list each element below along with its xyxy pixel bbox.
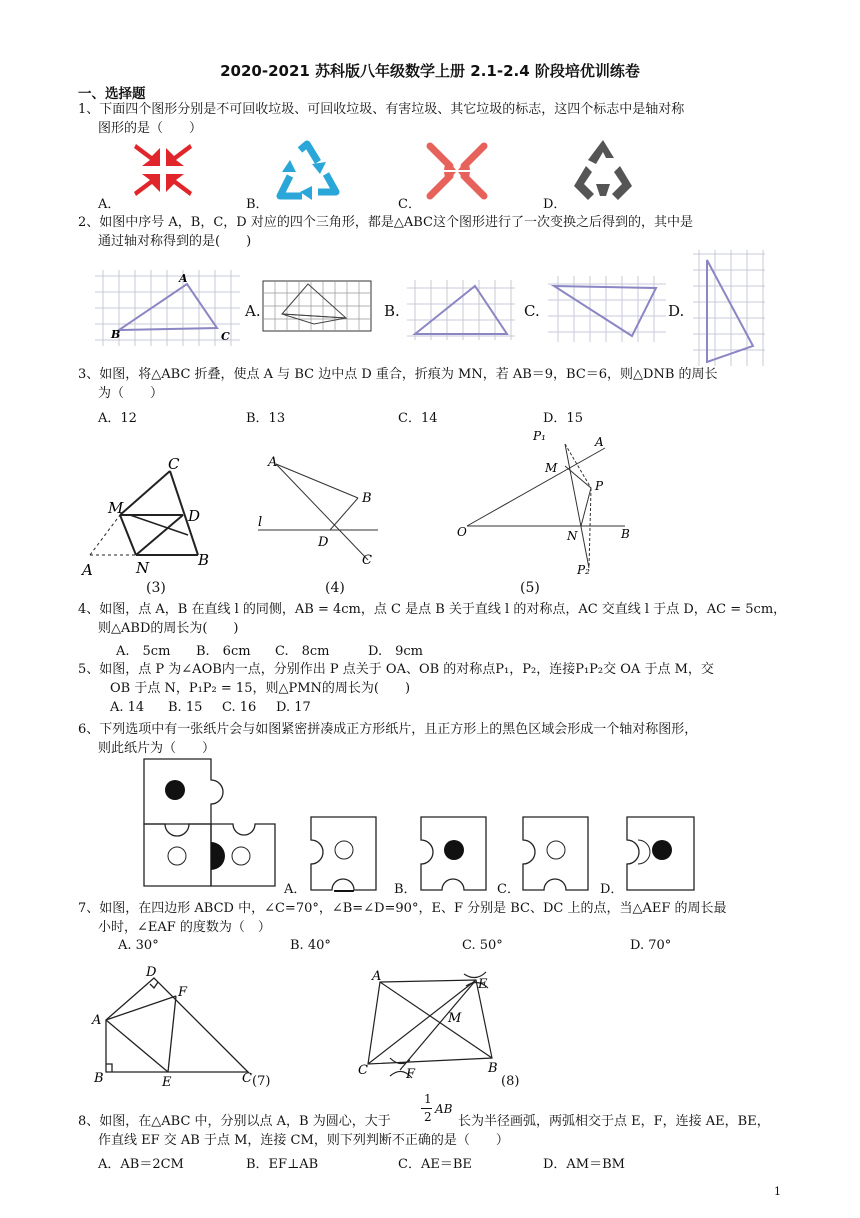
figure-4 bbox=[250, 450, 385, 579]
figure-7 bbox=[88, 964, 278, 1096]
q2-option-d-figure bbox=[693, 250, 765, 370]
q8-option-c: C．AE＝BE bbox=[398, 1157, 472, 1172]
q2-line1: 2、如图中序号 A，B，C，D 对应的四个三角形，都是△ABC这个图形进行了一次变换之后得到的，其中是 bbox=[78, 215, 693, 230]
f5-label-p: P bbox=[595, 479, 604, 493]
figure-3-caption: (3) bbox=[146, 580, 166, 596]
q1-option-c: C． bbox=[398, 197, 421, 212]
q8-option-b: B．EF⊥AB bbox=[246, 1157, 319, 1172]
q6-option-c-piece bbox=[522, 816, 590, 896]
f5-label-m: M bbox=[545, 461, 558, 475]
q8-option-d: D．AM＝BM bbox=[543, 1157, 625, 1172]
q8-line1-end: 长为半径画弧，两弧相交于点 E，F，连接 AE，BE， bbox=[458, 1114, 770, 1129]
q6-main-puzzle-figure bbox=[143, 758, 278, 894]
f5-label-b: B bbox=[621, 527, 630, 541]
f3-label-m: M bbox=[108, 499, 124, 517]
q4-option-b: B. 6cm bbox=[196, 644, 251, 659]
f4-label-l: l bbox=[258, 515, 263, 530]
f7-label-f: F bbox=[178, 985, 188, 1000]
q1-line1: 1、下面四个图形分别是不可回收垃圾、可回收垃圾、有害垃圾、其它垃圾的标志，这四个标志中是轴对称 bbox=[78, 102, 685, 117]
q6-option-a-piece bbox=[310, 816, 378, 896]
q6-option-b-piece bbox=[420, 816, 488, 896]
q2-original-triangle-figure bbox=[95, 270, 243, 350]
figure-8-caption: (8) bbox=[501, 1074, 520, 1089]
q2-option-a: A. bbox=[245, 302, 261, 320]
section-heading: 一、选择题 bbox=[78, 86, 146, 102]
q2-option-a-figure bbox=[262, 280, 372, 336]
fraction-numerator: 1 bbox=[424, 1092, 432, 1106]
figure-4-caption: (4) bbox=[325, 580, 345, 596]
q8-line1-start: 8、如图，在△ABC 中，分别以点 A，B 为圆心，大于 bbox=[78, 1114, 391, 1129]
f5-label-a: A bbox=[595, 435, 604, 449]
q4-line2: 则△ABD的周长为( ) bbox=[98, 621, 239, 636]
q8-line2: 作直线 EF 交 AB 于点 M，连接 CM，则下列判断不正确的是（ ） bbox=[98, 1133, 509, 1148]
q7-option-a: A. 30° bbox=[118, 938, 159, 953]
f5-label-p1: P₁ bbox=[533, 429, 546, 443]
page-number: 1 bbox=[774, 1185, 781, 1198]
f7-label-b: B bbox=[94, 1071, 104, 1086]
figure-5 bbox=[455, 428, 635, 587]
q1-line2: 图形的是（ ） bbox=[98, 121, 203, 136]
q6-option-d-piece bbox=[626, 816, 696, 896]
q5-option-b: B. 15 bbox=[168, 700, 203, 715]
q6-option-b: B． bbox=[394, 882, 417, 897]
q7-line1: 7、如图，在四边形 ABCD 中，∠C=70°，∠B=∠D=90°，E、F 分别是 BC、DC 上的点，当△AEF 的周长最 bbox=[78, 901, 727, 916]
page-title: 2020-2021 苏科版八年级数学上册 2.1-2.4 阶段培优训练卷 bbox=[220, 62, 640, 80]
q4-option-c: C. 8cm bbox=[275, 644, 330, 659]
f5-label-o: O bbox=[457, 525, 467, 539]
q6-option-a: A． bbox=[284, 882, 307, 897]
f3-label-a: A bbox=[82, 561, 93, 579]
q4-line1: 4、如图，点 A，B 在直线 l 的同侧，AB = 4cm，点 C 是点 B 关于直线 l 的对称点，AC 交直线 l 于点 D，AC = 5cm， bbox=[78, 602, 787, 617]
q2-option-c-figure bbox=[548, 276, 666, 346]
f3-label-b: B bbox=[198, 551, 210, 569]
q1-option-b: B． bbox=[246, 197, 269, 212]
q5-option-a: A. 14 bbox=[110, 700, 145, 715]
f5-label-n: N bbox=[567, 529, 578, 543]
q7-option-c: C. 50° bbox=[462, 938, 503, 953]
q2-option-b-figure bbox=[407, 280, 515, 344]
figure-8 bbox=[354, 960, 514, 1092]
q6-option-d: D． bbox=[600, 882, 624, 897]
f7-label-c: C bbox=[242, 1071, 252, 1086]
q3-option-c: C．14 bbox=[398, 411, 438, 426]
q7-option-b: B. 40° bbox=[290, 938, 331, 953]
q3-option-a: A．12 bbox=[98, 411, 137, 426]
q7-line2: 小时，∠EAF 的度数为（ ） bbox=[98, 920, 271, 935]
f8-label-c: C bbox=[358, 1063, 368, 1078]
nonrecyclable-symbol-icon bbox=[130, 138, 196, 206]
f4-label-a: A bbox=[268, 455, 278, 470]
f7-label-d: D bbox=[146, 965, 157, 980]
q8-option-a: A．AB＝2CM bbox=[98, 1157, 184, 1172]
q3-option-b: B．13 bbox=[246, 411, 286, 426]
f4-label-c: C bbox=[362, 553, 372, 568]
label-b: B bbox=[111, 328, 121, 341]
recycle-symbol-icon bbox=[272, 140, 342, 206]
q4-option-a: A. 5cm bbox=[116, 644, 171, 659]
f8-label-e: E bbox=[478, 977, 488, 992]
q1-option-d: D． bbox=[543, 197, 567, 212]
figure-7-caption: (7) bbox=[252, 1074, 271, 1089]
q1-option-a: A． bbox=[98, 197, 121, 212]
hazardous-symbol-icon bbox=[424, 140, 490, 206]
q6-option-c: C． bbox=[497, 882, 520, 897]
q3-option-d: D．15 bbox=[543, 411, 583, 426]
f4-label-b: B bbox=[362, 491, 372, 506]
fraction-bar bbox=[421, 1108, 432, 1109]
f8-label-m: M bbox=[448, 1011, 462, 1026]
f3-label-d: D bbox=[188, 507, 201, 525]
f5-label-p2: P₂ bbox=[577, 563, 590, 577]
q5-option-c: C. 16 bbox=[222, 700, 257, 715]
figure-5-caption: (5) bbox=[520, 580, 540, 596]
q6-line1: 6、下列选项中有一张纸片会与如图紧密拼凑成正方形纸片，且正方形上的黑色区域会形成一个轴对称图形， bbox=[78, 722, 698, 737]
q6-line2: 则此纸片为（ ） bbox=[98, 741, 216, 756]
f8-label-b: B bbox=[488, 1061, 498, 1076]
q3-line1: 3、如图，将△ABC 折叠，使点 A 与 BC 边中点 D 重合，折痕为 MN，若 AB＝9，BC＝6，则△DNB 的周长 bbox=[78, 367, 718, 382]
f8-label-f: F bbox=[406, 1067, 416, 1082]
q4-option-d: D. 9cm bbox=[368, 644, 423, 659]
label-a: A bbox=[179, 272, 188, 285]
q7-option-d: D. 70° bbox=[630, 938, 672, 953]
figure-3 bbox=[78, 455, 228, 584]
q3-line2: 为（ ） bbox=[98, 386, 164, 401]
f7-label-a: A bbox=[92, 1013, 102, 1028]
label-c: C bbox=[221, 330, 230, 343]
q5-line1: 5、如图，点 P 为∠AOB内一点，分别作出 P 点关于 OA、OB 的对称点P₁，P₂，连接P₁P₂交 OA 于点 M，交 bbox=[78, 662, 714, 677]
f4-label-d: D bbox=[318, 535, 329, 550]
fraction-denominator: 2 bbox=[424, 1110, 432, 1124]
q5-line2: OB 于点 N，P₁P₂ = 15，则△PMN的周长为( ) bbox=[110, 681, 411, 696]
f8-label-a: A bbox=[372, 969, 382, 984]
fraction-variable: AB bbox=[435, 1102, 453, 1116]
q2-option-c: C. bbox=[524, 302, 540, 320]
q2-option-d: D. bbox=[668, 302, 685, 320]
q2-option-b: B. bbox=[384, 302, 400, 320]
q5-option-d: D. 17 bbox=[276, 700, 311, 715]
q2-line2: 通过轴对称得到的是( ) bbox=[98, 234, 252, 249]
other-waste-symbol-icon bbox=[572, 138, 634, 208]
f3-label-n: N bbox=[136, 559, 150, 577]
f7-label-e: E bbox=[162, 1075, 172, 1090]
f3-label-c: C bbox=[168, 455, 180, 473]
